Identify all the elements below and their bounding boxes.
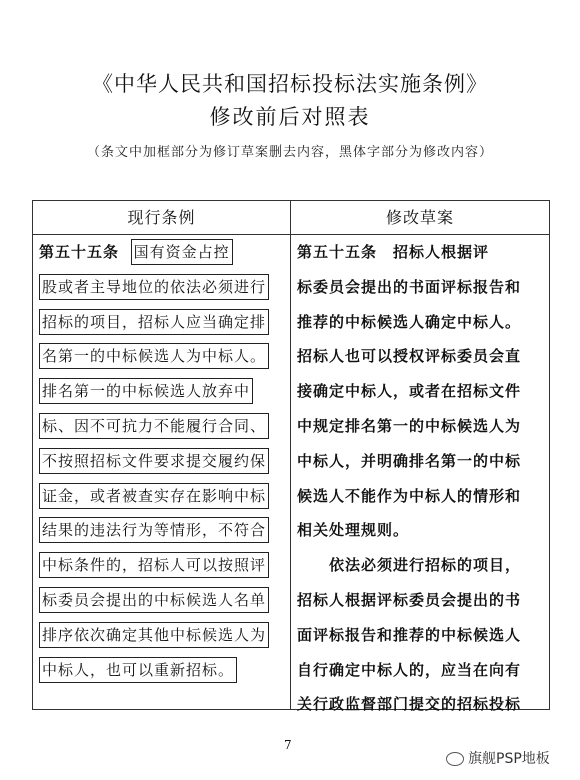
deleted-text: 标、因不可抗力不能履行合同、 (39, 413, 269, 439)
table-line (39, 444, 289, 479)
table-line: 标委员会提出的书面评标报告和 (297, 277, 522, 296)
table-line: 中规定排名第一的中标候选人为 (297, 416, 522, 435)
table-line (39, 235, 289, 270)
watermark (446, 748, 550, 768)
document-title: 《中华人民共和国招标投标法实施条例》 (92, 72, 488, 96)
table-line (39, 374, 289, 409)
wechat-icon (446, 752, 464, 766)
current-regulation-column (39, 235, 289, 687)
deleted-text: 股或者主导地位的依法必须进行 (39, 274, 269, 300)
deleted-text: 中标条件的，招标人可以按照评 (39, 552, 269, 578)
deleted-text: 证金，或者被查实存在影响中标 (39, 483, 269, 509)
table-line (39, 653, 289, 688)
deleted-text: 中标人，也可以重新招标。 (39, 657, 237, 683)
table-line (39, 479, 289, 514)
deleted-text: 标委员会提出的中标候选人名单 (39, 587, 269, 613)
table-line (39, 548, 289, 583)
deleted-text: 排序依次确定其他中标候选人为 (39, 622, 269, 648)
page-number: 7 (284, 738, 292, 752)
column-divider (290, 201, 291, 709)
table-line: 中标人，并明确排名第一的中标 (297, 451, 522, 470)
deleted-text: 不按照招标文件要求提交履约保 (39, 448, 269, 474)
table-line (39, 270, 289, 305)
document-note: （条文中加框部分为修订草案删去内容，黑体字部分为修改内容） (86, 145, 493, 160)
table-line (39, 305, 289, 340)
table-line: 关行政监督部门提交的招标投标 (297, 695, 522, 714)
header-current: 现行条例 (127, 208, 196, 227)
table-line (39, 339, 289, 374)
deleted-text: 名第一的中标候选人为中标人。 (39, 343, 269, 369)
table-line: 招标人根据评标委员会提出的书 (297, 590, 522, 609)
deleted-text: 排名第一的中标候选人放弃中 (39, 378, 253, 404)
deleted-text: 国有资金占控 (131, 239, 233, 265)
document-subtitle: 修改前后对照表 (209, 105, 371, 129)
deleted-text: 招标的项目，招标人应当确定排 (39, 309, 269, 335)
header-draft: 修改草案 (385, 208, 454, 227)
table-line (39, 583, 289, 618)
table-line (39, 409, 289, 444)
deleted-text: 结果的违法行为等情形，不符合 (39, 517, 269, 543)
table-line: 第五十五条 招标人根据评 (297, 243, 490, 261)
table-line: 依法必须进行招标的项目， (297, 556, 522, 575)
table-line: 面评标报告和推荐的中标候选人 (297, 625, 522, 644)
article-number: 第五十五条 (39, 243, 120, 261)
table-line: 自行确定中标人的，应当在向有 (297, 660, 522, 679)
table-line: 招标人也可以授权评标委员会直 (297, 347, 522, 366)
table-line: 相关处理规则。 (297, 521, 410, 540)
draft-amendment-column (297, 235, 549, 722)
comparison-table (32, 200, 550, 714)
table-line: 推荐的中标候选人确定中标人。 (297, 312, 522, 331)
watermark-text: 旗舰PSP地板 (468, 751, 550, 767)
table-line: 候选人不能作为中标人的情形和 (297, 486, 522, 505)
table-line: 接确定中标人，或者在招标文件 (297, 382, 522, 401)
table-line (39, 618, 289, 653)
table-line (39, 513, 289, 548)
